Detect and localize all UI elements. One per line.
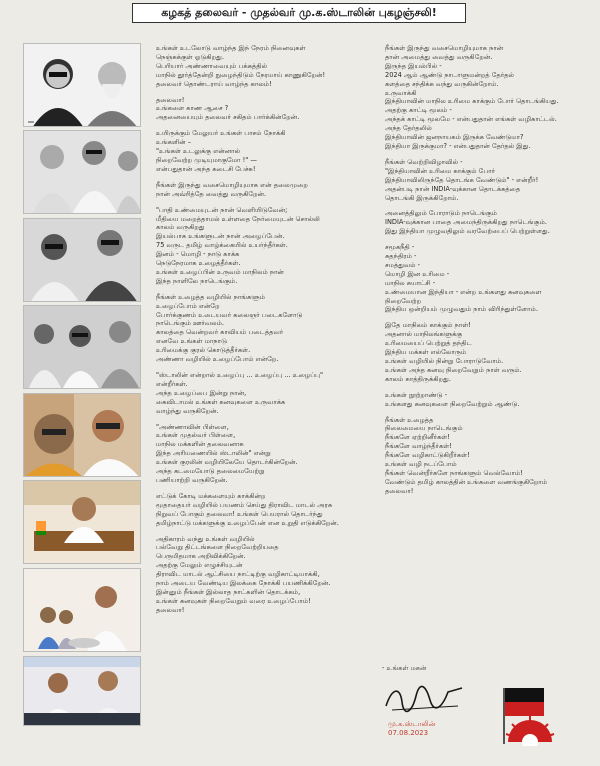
letter-line: சமத்துவம் - [385,260,421,269]
letter-line: உங்கள் உடலோடு வாழ்ந்த இந் நேரம் நினைவுகள் [156,44,306,52]
photo-7-image [24,569,141,652]
letter-line: அதற்கு காட்டி மூலம் - [385,106,452,115]
letter-line: கைவிடாமல் உங்கள் கனவுகளை உருவாக்க [156,397,286,406]
letter-paragraph [156,535,356,615]
photo-2-image [24,131,141,214]
signature-block [388,720,435,738]
letter-line: இந்தியாவிலிருந்தே தொடங்க வேண்டும்" - என்றீர்! [385,175,539,184]
letter-line: இனம் - மொழி - நாடு காக்க [156,250,240,259]
letter-line: உங்களின் – [156,138,192,147]
letter-line: 2024 ஆம் ஆண்டு நாடாளுமன்றத் தேர்தல் [385,70,514,79]
letter-paragraph [156,492,356,528]
letter-line: "பாதி உண்மையுடன் நான் வெளியிடுவேன்; [156,205,288,214]
letter-line: அதன்படி நான் INDIA-வுக்கான தொடக்கத்தை [385,184,521,193]
letter-line: உயிருக்கும் மேலுயர் உங்கள் பாசம் நோக்கி [156,129,286,138]
letter-line: "உங்கள் உடலுக்கு என்னால் [156,147,241,156]
letter-line: அதனையையும் தலைவர் சகிதம் பார்க்கின்றேன். [156,113,300,122]
letter-line: இது இந்தியா முழுவதிலும் வரவேற்பைப் பெற்றுள்ளது. [385,227,550,236]
letter-line: நீங்கள் உழைத்த [385,415,434,424]
letter-line: மொழி இன உரிமை - [385,269,450,278]
letter-paragraph [156,181,356,199]
letter-paragraph [156,44,356,89]
letter-line: உழைப்போம் என்றே [156,301,220,310]
letter-line: இந்தியாவின் மாநில உரிமை காக்கும் போர் தொடங்கியது. [385,97,559,106]
photo-6 [23,480,141,564]
letter-line: இந்திய ஒன்றியம் முழுவதும் நாம் விரிந்துள்ளோம். [385,305,538,314]
letter-line: நீங்கள் வென்றீர்களே நாங்களும் வெல்வோம்! [385,468,523,477]
photo-7 [23,568,141,652]
letter-line: நெஞ்சுக்குள் ஓடுகிறது. [156,52,224,61]
letter-line: அண்ணா வழியில் உழைப்போம் என்றே. [156,355,279,364]
signature-name: மு.க.ஸ்டாலின் [388,720,436,728]
letter-line: என்பதுதான் அந்த கடைசி பேச்சு! [156,164,256,173]
photo-8-image [24,657,141,726]
letter-line: உங்கள் கனவுகள் நிறைவேறும் வரை உழைப்போம்! [156,596,311,605]
letter-line: தலைவா! [156,95,185,104]
letter-line: நெடுநேரமாக உழைத்தீர்கள். [156,259,241,268]
letter-line: எட்டுக் கோடி மக்களையும் காக்கின்ற [156,491,266,500]
letter-paragraph [385,321,585,383]
letter-line: உங்கள் வழியில் நின்று போராடுவோம். [385,357,504,365]
letter-line: அதிகாரம் வந்து உங்கள் வழியில் [156,534,255,543]
letter-line: 75 வருட தமிழ் வாழ்க்கையில் உயர்ந்தீர்கள். [156,241,288,250]
photo-2 [23,130,141,214]
letter-line: காலம் வருகிறது [156,223,205,232]
letter-line: மீதியை மறைத்தாமல் உள்ளதை நேர்மையுடன் சொல்லி [156,214,320,223]
letter-line: களத்தை சந்திக்க வந்து வருகின்றோம். [385,79,499,88]
letter-line: மாநில மக்களின் தலைவனாக [156,440,244,449]
letter-line: அந்த தேர்தலில் [385,124,432,133]
letter-line: "இந்தியாவின் உரிமை காக்கும் போர் [385,166,496,175]
letter-line: நிறைவேற்ற முடியுமாகுமோ !" — [156,155,257,164]
letter-line: பெரியார் அண்ணாவையும் பக்கத்தில் [156,61,268,70]
letter-line: இயல்பாக உங்களுடன் நான் அழைப்பேன். [156,232,285,241]
letter-line: தமிழ்நாட்டு மக்களுக்கு உழைப்பேன் என உறுதி எடுக்கிறேன். [156,518,339,527]
letter-line: காலம் காத்திருக்கிறது. [385,374,451,383]
letter-line: உங்கள் நூற்றாண்டு - [385,390,448,399]
letter-left-column [156,44,356,622]
letter-line: சுதந்திரம் - [385,252,417,261]
letter-line: அந்த கடமையோடு தலைமையேற்று [156,467,265,476]
photo-5-image [24,394,141,477]
photo-4-image [24,306,141,389]
letter-line: நீங்கள் வெற்றிவிழாவில் - [385,157,463,166]
letter-line: பெருமிதமாக அறிவிக்கிறேன். [156,552,246,561]
signature-date: 07.08.2023 [388,729,429,737]
letter-line: இருந்த இயல்பில் - [385,61,442,70]
letter-paragraph [156,96,356,123]
letter-line: உரிமையைப் பெற்றுத் தந்திட [385,339,472,348]
letter-line: உங்களை காண ஆசை ? [156,104,229,113]
photo-4 [23,305,141,389]
letter-paragraph [385,158,585,203]
letter-paragraph [385,243,585,314]
letter-line: காலத்தை வென்றவர் காவியம் படைத்தவர் [156,328,284,337]
letter-line: அந்த உழைப்பை இன்று நான், [156,388,247,397]
letter-paragraph [156,293,356,364]
letter-line: வாழ்ந்து வருகிறேன். [156,406,219,415]
letter-line: நான் அவ்ரித்தே வைத்து வருகிறேன். [156,189,267,198]
letter-line: தான் அமைத்து வைத்து வருகிறேன். [385,52,493,61]
letter-paragraph [385,44,585,151]
letter-line: நிறுவப் போகும் தலைவா! உங்கள் பெயரால் தொடர்ந்து [156,509,323,518]
letter-line: தலைவா! [156,605,185,614]
letter-line: உண்மையான இந்தியா - என்ற உங்களது கனவுகளை [385,287,542,296]
letter-paragraph [156,129,356,174]
letter-line: இந்தியா இருக்குமா? - என்பதுதான் தேர்தல் இது. [385,141,531,150]
letter-line: உங்கள் அந்த கனவு நிறைவேறும் நாள் வரும். [385,365,522,374]
letter-line: தொடங்கி இருக்கிறோம். [385,193,459,202]
letter-line: இந்த நாளிலே நாடெங்கும். [156,276,238,285]
letter-line: நாம் அடைய வேண்டிய இலக்கை நோக்கி பயணிக்கிறேன். [156,579,331,588]
letter-paragraph [156,423,356,485]
letter-line: நீங்கள் இருந்து வசைமொழியுமாக என் தலைமுறை [156,180,308,189]
letter-line: நிலைமையை நாடெங்கும் [385,424,463,433]
letter-line: அதனால் மாநிலங்களுக்கு [385,330,463,339]
letter-line: "அண்ணாவின் பிள்ளை, [156,422,229,431]
letter-paragraph [385,391,585,409]
letter-line: தலைவா! [385,486,414,495]
letter-line: நாடெங்கும் ஊர்வலம். [156,319,224,328]
photo-5 [23,393,141,477]
letter-line: எனவே உங்கள் மாநாடு [156,337,227,346]
letter-line: பணியாற்றி வருகிறேன். [156,475,228,484]
letter-sender: - உங்கள் மகன் [382,664,427,672]
party-flag-icon [500,684,556,746]
photo-1 [23,43,141,127]
photo-6-image [24,481,141,564]
letter-paragraph [156,371,356,416]
photo-1-caption [28,121,34,123]
letter-line: என்றீர்கள். [156,379,188,388]
letter-line: இன்னும் நீங்கள் இல்லாத நாட்களின் தொடக்கம், [156,587,301,596]
letter-line: நீங்களே வழிகாட்டுகிறீர்கள்! [385,451,470,460]
letter-line: உருவாக்கி [385,88,417,97]
letter-line: திராவிட மாடல் ஆட்சியை நாட்டிற்கு வழிகாட்டியாக்கி, [156,570,320,579]
letter-line: அதற்கு மேலும் எழுச்சியுடன் [156,561,243,570]
letter-line: மாநில் தூர்த்தேன்றி நுழைந்திடும் நேரமாய் காணுகிறேன்! [156,70,326,79]
page-title: கழகத் தலைவர் - முதல்வர் மு.க.ஸ்டாலின் புகழஞ்சலி! [132,3,466,23]
signature-image [382,678,466,718]
letter-line: மூதாதையர் வழியில் பயணம் செய்து திராவிட மாடல் அரசு [156,500,333,509]
letter-line: மாநில சுயாட்சி - [385,278,436,287]
letter-line: அந்தக் காட்டி மூலமே - என்பதுதான் எங்கள் வழிகாட்டல். [385,115,557,124]
letter-line: இந்த அரியணையில் ஸ்டாலின்" என்று [156,449,271,458]
letter-paragraph [385,209,585,236]
letter-line: உங்கள் முதல்வர் பிள்ளை, [156,431,236,440]
letter-line: INDIA-வுக்கான பாதை அமைந்திருக்கிறது நாடெங்கும். [385,218,547,227]
letter-line: சமூகநீதி - [385,243,415,252]
photo-8 [23,656,141,726]
letter-line: உங்கள் உழைப்பின் உருவம் மாநிலம் நான் [156,267,284,276]
letter-line: நீங்களே வாழ்ந்தீர்கள்! [385,442,452,451]
letter-line: நீங்கள் இருந்து வசைமொழியுமாக நான் [385,44,504,52]
letter-line: நீங்கள் உழைத்த வழியில் நாங்களும் [156,292,266,301]
letter-paragraph [385,416,585,496]
letter-line: பல்வேறு திட்டங்களை நிறைவேற்றியதை [156,543,279,552]
letter-line: உங்களது கனவுகளை நிறைவேற்றும் ஆண்டு. [385,399,520,408]
letter-line: வேண்டும் தமிழ் காலத்தின் உங்களை வணங்குகிறோம் [385,477,548,486]
letter-line: "ஸ்டாலின் என்றால் உழைப்பு ... உழைப்பு ... உழைப்பு" [156,371,324,379]
letter-line: உங்கள் குரலின் வழியிலேயே தொடர்கின்றேன். [156,458,298,467]
letter-line: உங்கள் வழி நடப்போம் [385,460,457,469]
letter-right-column [385,44,585,503]
letter-line: நீங்களே ஏற்றினீர்கள்! [385,433,450,442]
letter-line: உரிமைக்கு குரல் கொடுத்தீர்கள். [156,346,251,355]
letter-line: போர்க்குணம் உடையவர் கலைஞர் படைகளோடு [156,310,303,319]
letter-paragraph [156,206,356,286]
letter-line: நிறைவேற்ற [385,296,422,305]
letter-line: இந்தியாவின் ஜனநாயகம் இருக்க வேண்டுமா? [385,133,524,142]
photo-3-image [24,219,141,302]
letter-line: அனைத்திலும் போராடும் நாடெங்கும் [385,209,497,218]
letter-line: தலைவர் தொண்டராய் வாழ்ந்த காலம்! [156,79,272,88]
letter-line: இந்திய மக்கள் எல்லோரும் [385,348,467,357]
photo-3 [23,218,141,302]
photo-1-image [24,44,141,127]
letter-line: இதே மாநிலம் காக்கும் நாள்! [385,321,471,330]
